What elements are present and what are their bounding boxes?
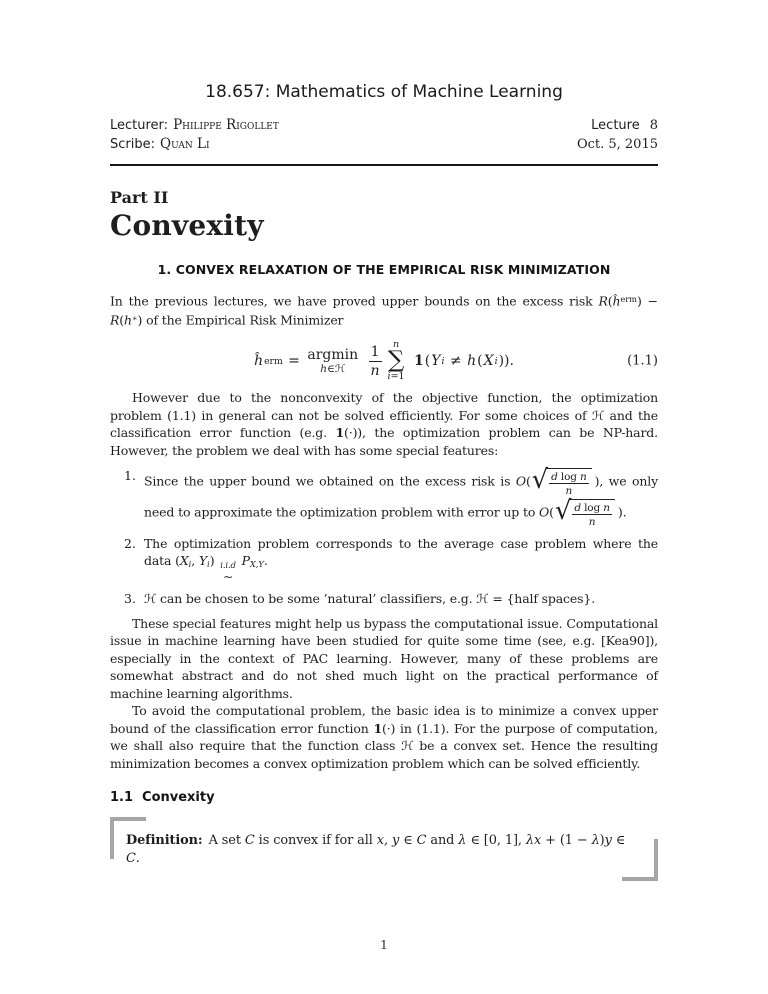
part-title: Convexity bbox=[110, 209, 264, 242]
subsection-title: Convexity bbox=[142, 790, 215, 806]
page-content bbox=[110, 0, 658, 881]
scribe-name: Quan Li bbox=[160, 136, 210, 152]
part-label: Part II bbox=[110, 188, 169, 207]
definition-text bbox=[126, 832, 632, 868]
paragraph-intro: In the previous lectures, we have proved upper bounds on the excess risk $R(ĥ^{erm}) - R(h^∗)$ of the Empirical Risk Minimizer bbox=[110, 293, 659, 328]
features-list bbox=[110, 467, 658, 607]
meta-row-lecturer bbox=[110, 116, 658, 135]
corner-bracket-bottom-right bbox=[622, 839, 658, 881]
definition-box bbox=[110, 817, 658, 881]
header-rule bbox=[110, 164, 658, 166]
lecture-label: Lecture bbox=[591, 118, 640, 133]
equation-1-1 bbox=[110, 337, 658, 385]
definition-body: A set C is convex if for all x, y ∈ C and λ ∈ [0, 1], λx + (1 − λ)y ∈ C. bbox=[126, 833, 626, 867]
list-item bbox=[110, 467, 658, 527]
scribe bbox=[110, 135, 210, 154]
lecturer bbox=[110, 116, 279, 135]
paragraph-special-features: These special features might help us bypass the computational issue. Computational issue in machine learning have been studied for quite some time (see, e.g. [Kea90]), especially in the context of PAC learning. However, many of these problems are somewhat abstract and do not shed much light on the practical performance of machine learning algorithms. bbox=[110, 615, 658, 701]
list-item-text: Since the upper bound we obtained on the excess risk is O( √ $\frac{\text{d log n}}{n}$ ), we only need to approximate the optimization problem with error up to O( √ $\frac{\text{d log n}}{n}$ ). bbox=[144, 465, 658, 528]
header-meta bbox=[110, 116, 658, 154]
course-title: 18.657: Mathematics of Machine Learning bbox=[205, 82, 563, 102]
page-number: 1 bbox=[380, 937, 388, 952]
scribe-label: Scribe: bbox=[110, 137, 155, 152]
corner-bracket-top-left bbox=[110, 817, 146, 859]
list-item bbox=[110, 535, 658, 584]
subsection-heading bbox=[110, 790, 658, 805]
list-item-text: ℋ can be chosen to be some ’natural’ classifiers, e.g. ℋ = {half spaces}. bbox=[144, 591, 596, 607]
meta-row-scribe bbox=[110, 135, 658, 154]
paragraph-nonconvexity: However due to the nonconvexity of the objective function, the optimization problem (1.1) in general can not be solved efficiently. For some choices of ℋ and the classification error function (e.g. 1(·)), the optimization problem can be NP-hard. However, the problem we deal with has some special features: bbox=[110, 390, 658, 458]
lecturer-label: Lecturer: bbox=[110, 118, 169, 133]
lecturer-name: Philippe Rigollet bbox=[173, 117, 279, 133]
equation-tag: (1.1) bbox=[627, 353, 658, 369]
definition-label: Definition: bbox=[126, 833, 203, 849]
lecture-number-group bbox=[591, 117, 658, 135]
lecture-date: Oct. 5, 2015 bbox=[576, 137, 658, 152]
equation-body: ĥ erm = argmin h∈ℋ $\frac{1}{n}$ n ∑ i=1 1 ( Y i ≠ h ( X i )). bbox=[254, 339, 514, 383]
list-marker: 3. bbox=[124, 591, 136, 607]
lecture-number: 8 bbox=[649, 118, 658, 133]
list-marker: 2. bbox=[124, 535, 136, 551]
list-marker: 1. bbox=[124, 468, 136, 484]
paragraph-convex-upper-bound: To avoid the computational problem, the basic idea is to minimize a convex upper bound of the classification error function 1(·) in (1.1). For the purpose of computation, we shall also require that the function class ℋ be a convex set. Hence the resulting minimization becomes a convex optimization problem which can be solved efficiently. bbox=[110, 703, 658, 771]
list-item-text: The optimization problem corresponds to the average case problem where the data (Xi, Yi) i.i.d ∼ PX,Y. bbox=[144, 535, 658, 584]
section-heading: 1. CONVEX RELAXATION OF THE EMPIRICAL RISK MINIMIZATION bbox=[157, 262, 611, 277]
subsection-number: 1.1 bbox=[110, 790, 134, 806]
list-item bbox=[110, 590, 658, 608]
